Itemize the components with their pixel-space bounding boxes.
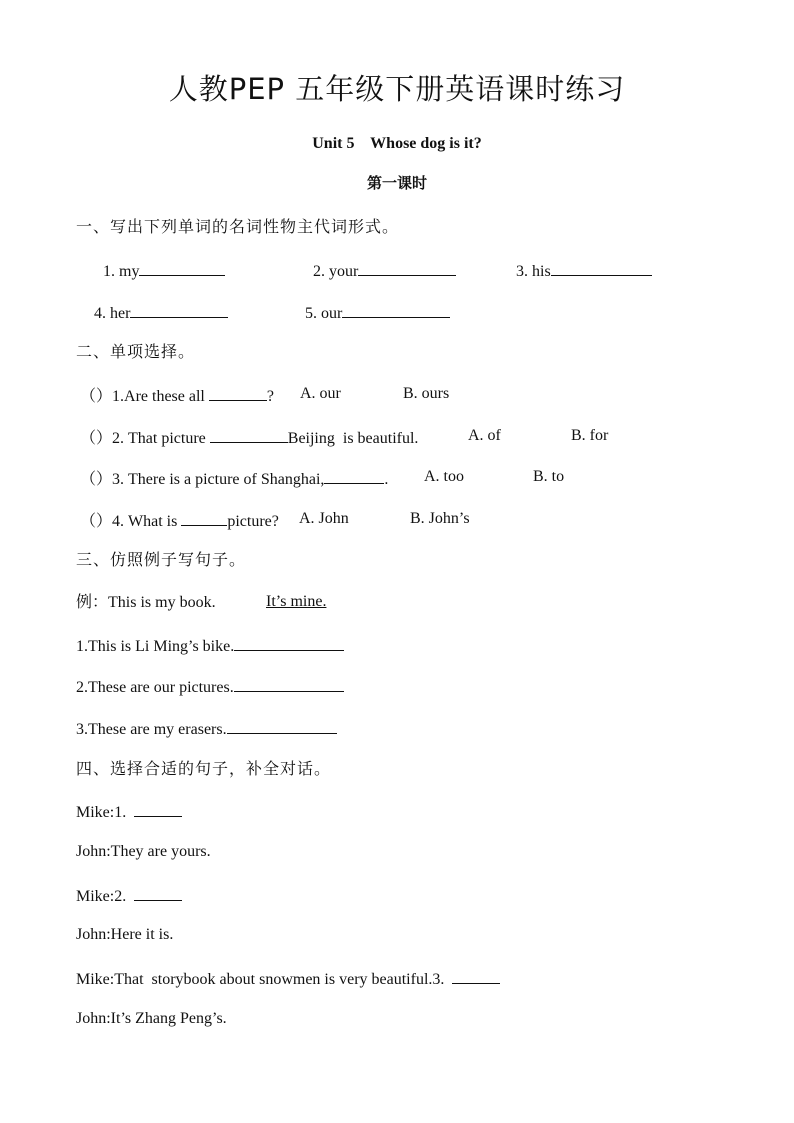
mc-question-4: （）4. What is picture? [80, 511, 279, 530]
s1-item-3: 3. his [516, 261, 652, 280]
dialogue-line: Mike:That storybook about snowmen is very beautiful.3. [76, 969, 500, 988]
answer-paren[interactable]: （） [80, 428, 113, 447]
mc-question-2: （）2. That picture Beijing is beautiful. [80, 428, 419, 447]
dialogue-line: Mike:1. [76, 802, 182, 821]
example-answer: It’s mine. [266, 593, 327, 610]
answer-blank[interactable] [210, 428, 288, 443]
s1-item-2: 2. your [313, 261, 456, 280]
section1-heading: 一、写出下列单词的名词性物主代词形式。 [76, 217, 400, 236]
dialogue-line: John:Here it is. [76, 926, 174, 943]
answer-blank[interactable] [234, 636, 344, 651]
q4-option-a: A. John [299, 510, 349, 527]
section4-heading: 四、选择合适的句子，补全对话。 [76, 759, 332, 778]
dialogue-line: John:It’s Zhang Peng’s. [76, 1010, 227, 1027]
answer-blank[interactable] [234, 677, 344, 692]
answer-blank[interactable] [209, 386, 267, 401]
answer-blank[interactable] [227, 719, 337, 734]
q1-option-a: A. our [300, 385, 341, 402]
s1-item-5: 5. our [305, 303, 450, 322]
mc-question-1: （）1.Are these all ? [80, 386, 274, 405]
example-sentence: 例：This is my book. [76, 592, 216, 611]
s1-item-1: 1. my [103, 261, 225, 280]
q1-option-b: B. ours [403, 385, 450, 402]
example-label: 例： [76, 592, 109, 611]
answer-blank[interactable] [130, 303, 228, 318]
answer-blank[interactable] [134, 886, 182, 901]
rewrite-item-2: 2.These are our pictures. [76, 677, 344, 696]
answer-blank[interactable] [342, 303, 450, 318]
dialogue-line: John:They are yours. [76, 843, 211, 860]
answer-blank[interactable] [324, 469, 384, 484]
lesson-label: 第一课时 [366, 174, 427, 192]
section2-heading: 二、单项选择。 [76, 342, 196, 361]
answer-blank[interactable] [551, 261, 652, 276]
rewrite-item-1: 1.This is Li Ming’s bike. [76, 636, 344, 655]
answer-paren[interactable]: （） [80, 469, 113, 488]
answer-blank[interactable] [139, 261, 225, 276]
answer-paren[interactable]: （） [80, 386, 113, 405]
dialogue-line: Mike:2. [76, 886, 182, 905]
rewrite-item-3: 3.These are my erasers. [76, 719, 337, 738]
page-title: 人教PEP 五年级下册英语课时练习 [168, 72, 626, 106]
answer-blank[interactable] [181, 511, 227, 526]
mc-question-3: （）3. There is a picture of Shanghai, . [80, 469, 389, 488]
answer-paren[interactable]: （） [80, 511, 113, 530]
unit-subtitle: Unit 5 Whose dog is it? [312, 135, 482, 152]
q3-option-b: B. to [533, 468, 565, 485]
section3-heading: 三、仿照例子写句子。 [76, 550, 247, 569]
answer-blank[interactable] [452, 969, 500, 984]
q2-option-b: B. for [571, 427, 609, 444]
s1-item-4: 4. her [94, 303, 228, 322]
answer-blank[interactable] [358, 261, 456, 276]
answer-blank[interactable] [134, 802, 182, 817]
q4-option-b: B. John’s [410, 510, 470, 527]
q3-option-a: A. too [424, 468, 464, 485]
q2-option-a: A. of [468, 427, 501, 444]
